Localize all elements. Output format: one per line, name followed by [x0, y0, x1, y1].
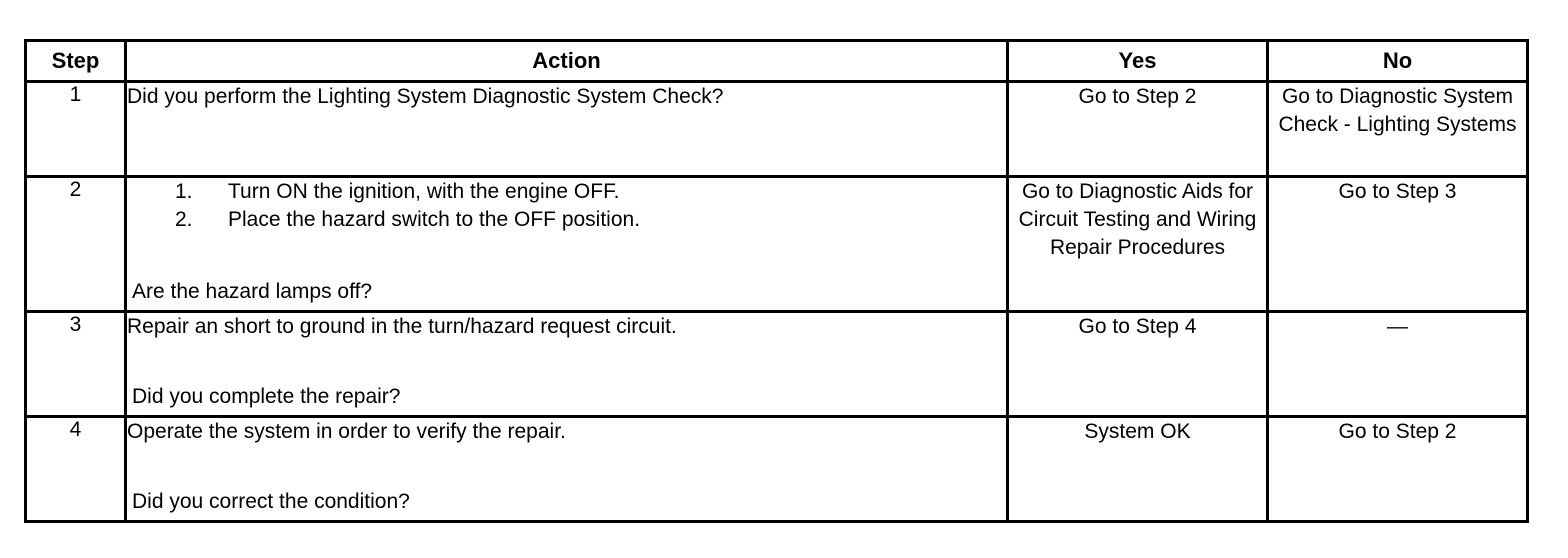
action-cell	[126, 312, 1008, 417]
list-item	[127, 206, 1006, 234]
table-row	[26, 177, 1528, 312]
action-question: Did you correct the condition?	[132, 490, 410, 513]
yes-result: System OK	[1008, 417, 1268, 522]
list-item-number: 2.	[175, 208, 193, 231]
action-steps-list	[127, 178, 1006, 234]
yes-result: Go to Step 4	[1008, 312, 1268, 417]
action-text: Operate the system in order to verify the repair.	[127, 420, 566, 443]
yes-result: Go to Diagnostic Aids for Circuit Testing and Wiring Repair Procedures	[1008, 177, 1268, 312]
header-action: Action	[126, 41, 1008, 82]
step-number: 2	[26, 177, 126, 312]
header-yes: Yes	[1008, 41, 1268, 82]
table-row	[26, 312, 1528, 417]
step-number: 3	[26, 312, 126, 417]
action-text: Repair an short to ground in the turn/hazard request circuit.	[127, 315, 677, 338]
action-text: Did you perform the Lighting System Diagnostic System Check?	[127, 85, 724, 108]
step-number: 1	[26, 82, 126, 177]
list-item-text: Place the hazard switch to the OFF position.	[228, 208, 641, 231]
action-cell	[126, 177, 1008, 312]
list-item-text: Turn ON the ignition, with the engine OFF.	[228, 180, 620, 203]
action-cell	[126, 417, 1008, 522]
action-question: Are the hazard lamps off?	[132, 280, 373, 303]
no-result: Go to Step 2	[1268, 417, 1528, 522]
table-row	[26, 82, 1528, 177]
header-no: No	[1268, 41, 1528, 82]
step-number: 4	[26, 417, 126, 522]
list-item	[127, 178, 1006, 206]
list-item-number: 1.	[175, 180, 193, 203]
diagnostic-table	[24, 39, 1529, 523]
no-result: —	[1268, 312, 1528, 417]
no-result: Go to Diagnostic System Check - Lighting Systems	[1268, 82, 1528, 177]
header-step: Step	[26, 41, 126, 82]
no-result: Go to Step 3	[1268, 177, 1528, 312]
action-question: Did you complete the repair?	[132, 385, 401, 408]
header-row	[26, 41, 1528, 82]
action-cell	[126, 82, 1008, 177]
table-row	[26, 417, 1528, 522]
yes-result: Go to Step 2	[1008, 82, 1268, 177]
